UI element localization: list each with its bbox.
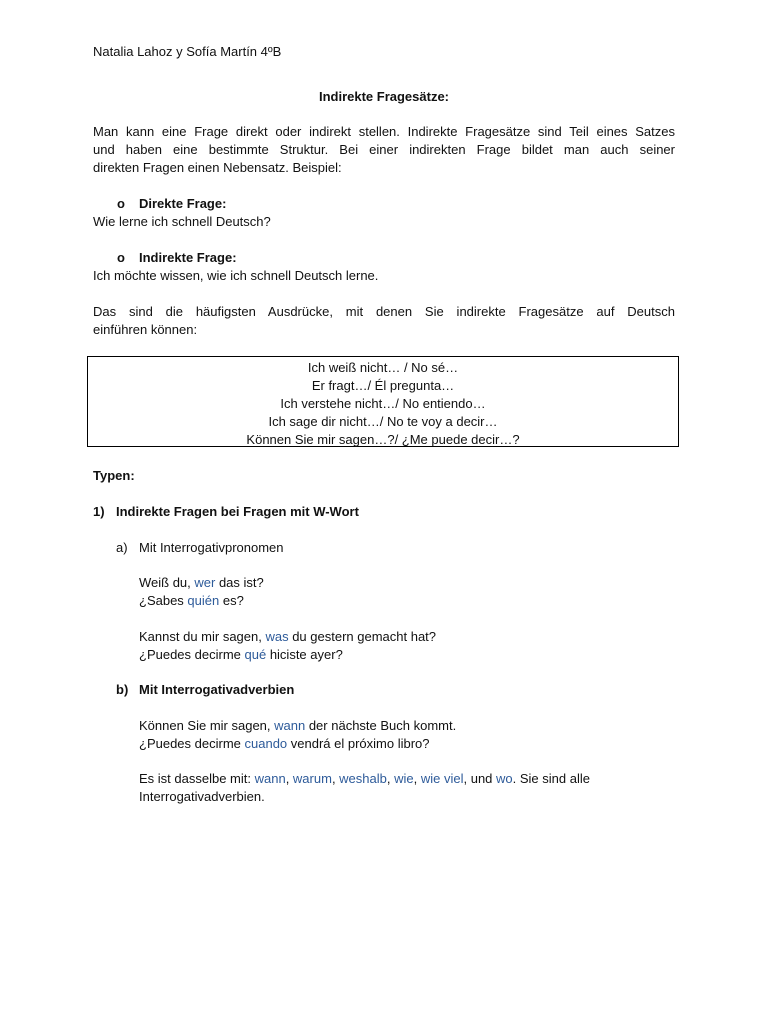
highlight-word: weshalb — [339, 771, 387, 786]
expressions-intro — [93, 303, 675, 339]
example-text: Kannst du mir sagen, — [139, 629, 266, 644]
example-text: vendrá el próximo libro? — [287, 736, 430, 751]
highlight-word: wie — [394, 771, 414, 786]
note-text: . Sie sind alle — [512, 771, 590, 786]
subsection-a-letter: a) — [116, 540, 128, 555]
direct-example: Wie lerne ich schnell Deutsch? — [93, 214, 271, 229]
example-b1-de — [139, 717, 456, 735]
expression-item: Ich sage dir nicht…/ No te voy a decir… — [268, 414, 498, 429]
direct-label: Direkte Frage: — [139, 196, 227, 211]
intro-line-2: und haben eine bestimmte Struktur. Bei einer indirekten Frage bildet man auch seiner — [93, 142, 675, 157]
example-a2-es — [139, 646, 343, 664]
highlight-word: wer — [194, 575, 216, 590]
example-text: ¿Puedes decirme — [139, 647, 245, 662]
note-text: , — [413, 771, 421, 786]
expression-item: Können Sie mir sagen…?/ ¿Me puede decir…? — [246, 432, 520, 447]
example-text: es? — [219, 593, 244, 608]
example-text: das ist? — [215, 575, 264, 590]
note-text: , und — [463, 771, 497, 786]
highlight-word: wann — [254, 771, 286, 786]
section-1-title: Indirekte Fragen bei Fragen mit W-Wort — [116, 504, 359, 519]
note-text: , — [331, 771, 340, 786]
page-title: Indirekte Fragesätze: — [318, 89, 450, 104]
example-text: du gestern gemacht hat? — [288, 629, 437, 644]
subsection-a-title: Mit Interrogativpronomen — [139, 540, 284, 555]
example-text: Können Sie mir sagen, — [139, 718, 275, 733]
expression-item: Ich weiß nicht… / No sé… — [307, 360, 459, 375]
expressions-box — [87, 356, 679, 447]
expression-item: Er fragt…/ Él pregunta… — [311, 378, 455, 393]
highlight-word: quién — [187, 593, 220, 608]
bullet-indirect: o — [117, 250, 125, 265]
example-text: Weiß du, — [139, 575, 195, 590]
adverb-note — [139, 770, 590, 788]
subsection-b-letter: b) — [116, 682, 129, 697]
highlight-word: was — [265, 629, 289, 644]
bullet-direct: o — [117, 196, 125, 211]
indirect-label: Indirekte Frage: — [139, 250, 237, 265]
expressions-intro-line-1: Das sind die häufigsten Ausdrücke, mit denen Sie indirekte Fragesätze auf Deutsch — [93, 304, 675, 319]
adverb-note-line-2: Interrogativadverbien. — [139, 789, 265, 804]
intro-line-1: Man kann eine Frage direkt oder indirekt stellen. Indirekte Fragesätze sind Teil eines Satzes — [93, 124, 675, 139]
expression-item: Ich verstehe nicht…/ No entiendo… — [280, 396, 486, 411]
example-text: der nächste Buch kommt. — [305, 718, 457, 733]
note-text: , — [285, 771, 293, 786]
highlight-word: wann — [274, 718, 306, 733]
highlight-word: wo — [496, 771, 513, 786]
highlight-word: wie viel — [420, 771, 464, 786]
example-a1-es — [139, 592, 244, 610]
example-text: hiciste ayer? — [266, 647, 343, 662]
types-heading: Typen: — [93, 468, 135, 483]
highlight-word: warum — [292, 771, 332, 786]
section-1-number: 1) — [93, 504, 105, 519]
subsection-b-title: Mit Interrogativadverbien — [139, 682, 295, 697]
highlight-word: qué — [244, 647, 267, 662]
intro-paragraph — [93, 123, 675, 177]
example-a2-de — [139, 628, 436, 646]
author-line: Natalia Lahoz y Sofía Martín 4ºB — [93, 44, 282, 59]
note-text: Es ist dasselbe mit: — [139, 771, 255, 786]
indirect-example: Ich möchte wissen, wie ich schnell Deutsch lerne. — [93, 268, 379, 283]
expressions-intro-line-2: einführen können: — [93, 322, 198, 337]
intro-line-3: direkten Fragen einen Nebensatz. Beispiel: — [93, 160, 342, 175]
example-text: ¿Puedes decirme — [139, 736, 245, 751]
example-b1-es — [139, 735, 430, 753]
highlight-word: cuando — [244, 736, 288, 751]
example-text: ¿Sabes — [139, 593, 188, 608]
note-text: , — [386, 771, 395, 786]
example-a1-de — [139, 574, 264, 592]
